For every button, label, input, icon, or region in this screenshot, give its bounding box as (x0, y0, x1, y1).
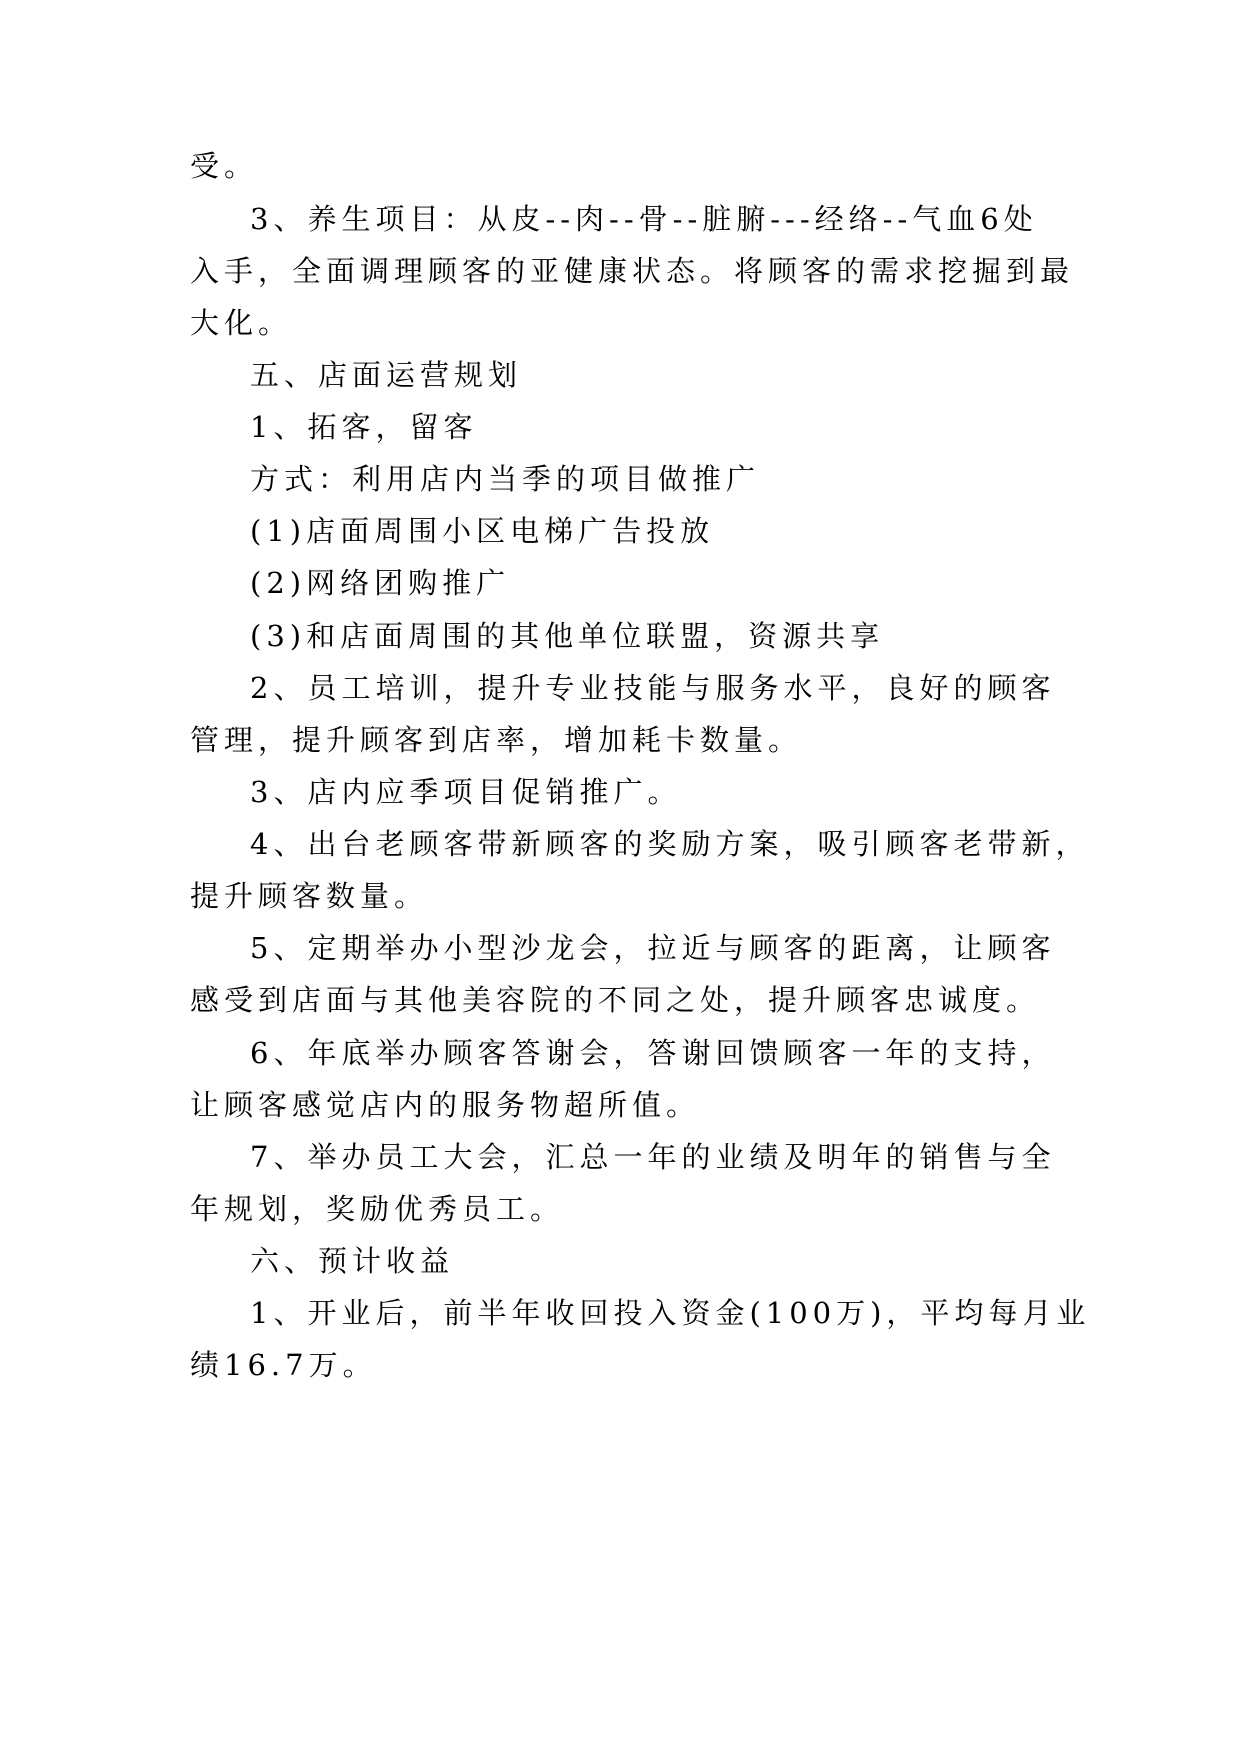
text-line: 大化。 (190, 306, 293, 340)
text-line: 管理，提升顾客到店率，增加耗卡数量。 (190, 723, 803, 757)
text-line: 让顾客感觉店内的服务物超所值。 (190, 1088, 701, 1122)
text-line: 4、出台老顾客带新顾客的奖励方案，吸引顾客老带新， (250, 827, 1090, 861)
text-line: 1、拓客，留客 (250, 410, 478, 444)
text-line: 受。 (190, 149, 259, 183)
section-heading: 五、店面运营规划 (250, 358, 523, 392)
text-line: 3、店内应季项目促销推广。 (250, 775, 682, 809)
text-line: 1、开业后，前半年收回投入资金(100万)，平均每月业 (250, 1296, 1091, 1330)
text-line: 方式：利用店内当季的项目做推广 (250, 462, 761, 496)
text-line: 提升顾客数量。 (190, 879, 429, 913)
text-line: 入手，全面调理顾客的亚健康状态。将顾客的需求挖掘到最 (190, 254, 1075, 288)
text-line: (3)和店面周围的其他单位联盟，资源共享 (250, 619, 885, 653)
text-line: 2、员工培训，提升专业技能与服务水平，良好的顾客 (250, 671, 1056, 705)
text-line: (1)店面周围小区电梯广告投放 (250, 514, 715, 548)
text-line: 年规划，奖励优秀员工。 (190, 1192, 565, 1226)
text-line: 5、定期举办小型沙龙会，拉近与顾客的距离，让顾客 (250, 931, 1056, 965)
text-line: 感受到店面与其他美容院的不同之处，提升顾客忠诚度。 (190, 983, 1041, 1017)
text-line: 3、养生项目：从皮--肉--骨--脏腑---经络--气血6处 (250, 202, 1038, 236)
text-line: 绩16.7万。 (190, 1348, 377, 1382)
text-line: 6、年底举办顾客答谢会，答谢回馈顾客一年的支持， (250, 1036, 1056, 1070)
text-line: 7、举办员工大会，汇总一年的业绩及明年的销售与全 (250, 1140, 1056, 1174)
section-heading: 六、预计收益 (250, 1244, 455, 1278)
text-line: (2)网络团购推广 (250, 566, 511, 600)
